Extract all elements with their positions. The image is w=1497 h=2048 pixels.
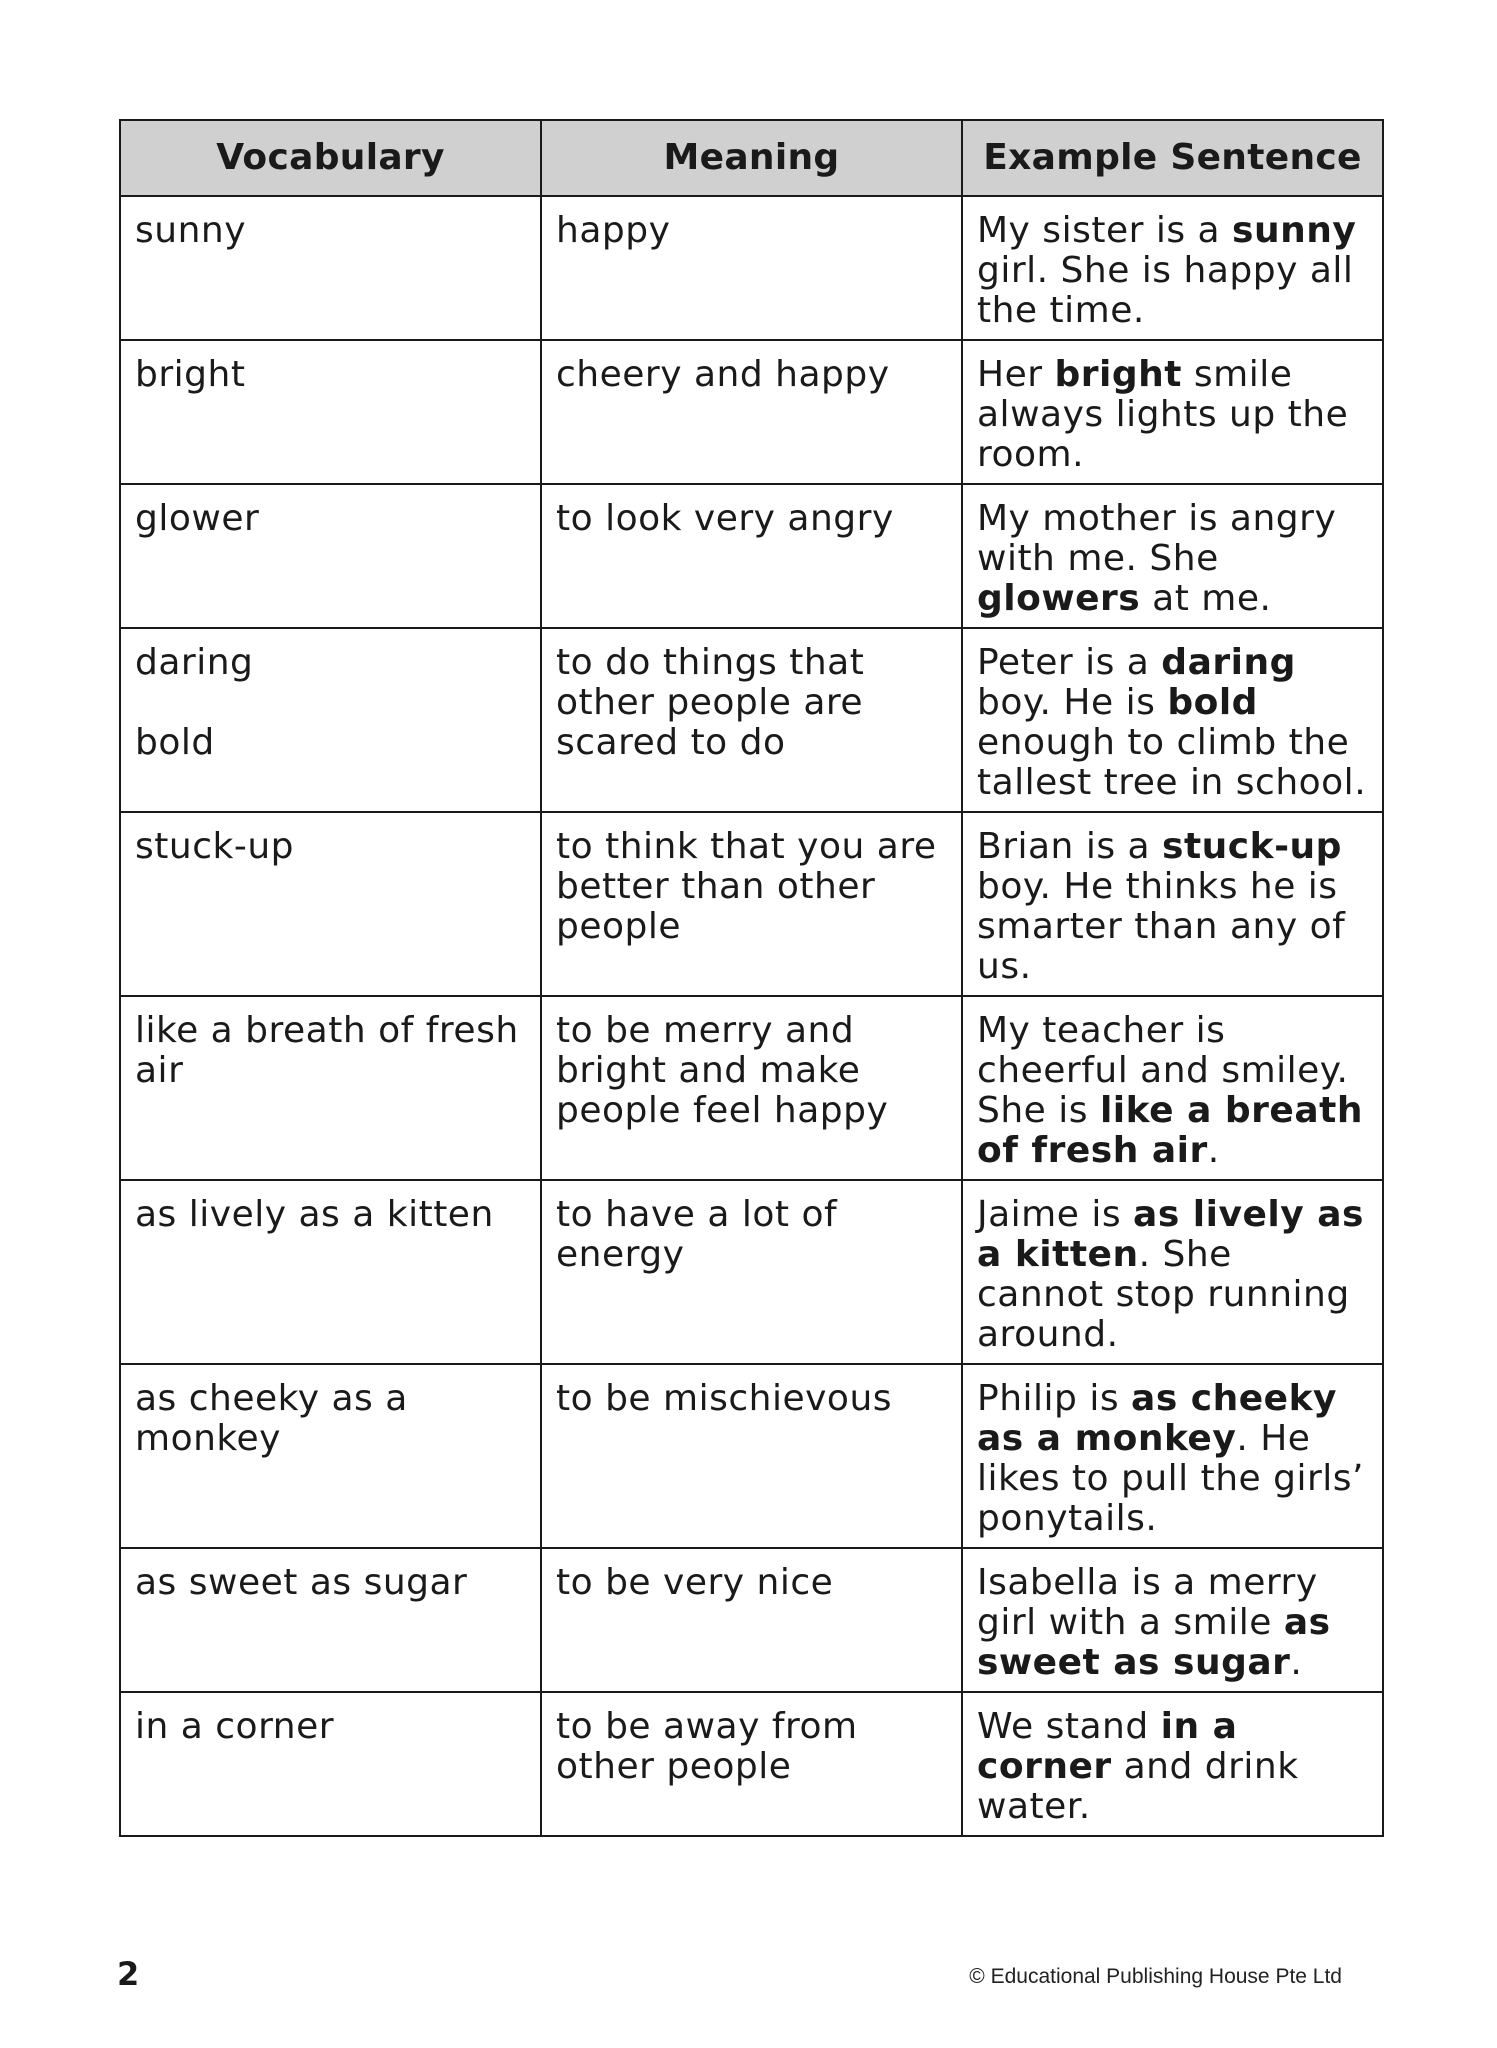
sentence-text: and drink water. (977, 1746, 1299, 1827)
example-sentence-cell (962, 1692, 1383, 1836)
sentence-text: Brian is a (977, 826, 1163, 867)
table-row (120, 1692, 1383, 1836)
highlighted-phrase: as lively as a kitten (977, 1194, 1364, 1275)
vocabulary-term: sunny (135, 210, 247, 251)
table-row (120, 1180, 1383, 1364)
meaning-cell: to be away from other people (541, 1692, 962, 1836)
highlighted-phrase: in a corner (977, 1706, 1238, 1787)
sentence-text: . He likes to pull the girls’ ponytails. (977, 1418, 1364, 1539)
meaning-cell: to look very angry (541, 484, 962, 628)
sentence-text: enough to climb the tallest tree in school. (977, 722, 1367, 803)
sentence-text: . (1290, 1642, 1303, 1683)
table-row (120, 340, 1383, 484)
sentence-text: My mother is angry with me. She (977, 498, 1337, 579)
vocabulary-cell (120, 340, 541, 484)
table-body (120, 196, 1383, 1836)
vocabulary-table (119, 119, 1384, 1837)
vocabulary-cell (120, 1692, 541, 1836)
example-sentence-cell (962, 996, 1383, 1180)
example-sentence-cell (962, 1548, 1383, 1692)
sentence-text: My sister is a (977, 210, 1233, 251)
vocabulary-cell (120, 1548, 541, 1692)
meaning-cell: to do things that other people are scared to do (541, 628, 962, 812)
sentence-text: Peter is a (977, 642, 1162, 683)
highlighted-phrase: sunny (1232, 210, 1357, 251)
vocabulary-term: as cheeky as a monkey (135, 1378, 408, 1459)
vocabulary-term: daring (135, 642, 254, 683)
header-vocabulary: Vocabulary (120, 120, 541, 196)
sentence-text: Her (977, 354, 1055, 395)
sentence-text: at me. (1140, 578, 1272, 619)
table-row (120, 1364, 1383, 1548)
vocabulary-term: like a breath of fresh air (135, 1010, 519, 1091)
highlighted-phrase: stuck-up (1162, 826, 1342, 867)
sentence-text: . She cannot stop running around. (977, 1234, 1350, 1355)
vocabulary-term: stuck-up (135, 826, 294, 867)
sentence-text: girl. She is happy all the time. (977, 250, 1354, 331)
sentence-text: Isabella is a merry girl with a smile (977, 1562, 1318, 1643)
sentence-text: boy. He is (977, 682, 1168, 723)
meaning-cell: to think that you are better than other people (541, 812, 962, 996)
sentence-text: My teacher is cheerful and smiley. She is (977, 1010, 1349, 1131)
table-row (120, 996, 1383, 1180)
example-sentence-cell (962, 340, 1383, 484)
highlighted-phrase: like a breath of fresh air (977, 1090, 1363, 1171)
sentence-text: . (1207, 1130, 1220, 1171)
meaning-cell: to be mischievous (541, 1364, 962, 1548)
example-sentence-cell (962, 1364, 1383, 1548)
meaning-cell: happy (541, 196, 962, 340)
vocabulary-term: bold (135, 722, 215, 763)
header-example-sentence: Example Sentence (962, 120, 1383, 196)
example-sentence-cell (962, 812, 1383, 996)
highlighted-phrase: bold (1167, 682, 1258, 723)
vocabulary-cell (120, 1180, 541, 1364)
vocabulary-term: in a corner (135, 1706, 335, 1747)
meaning-cell: to be merry and bright and make people feel happy (541, 996, 962, 1180)
vocabulary-cell (120, 1364, 541, 1548)
example-sentence-cell (962, 628, 1383, 812)
highlighted-phrase: glowers (977, 578, 1141, 619)
table-row (120, 196, 1383, 340)
table-row (120, 628, 1383, 812)
highlighted-phrase: as sweet as sugar (977, 1602, 1331, 1683)
meaning-cell: to be very nice (541, 1548, 962, 1692)
example-sentence-cell (962, 484, 1383, 628)
vocabulary-term: as lively as a kitten (135, 1194, 494, 1235)
vocabulary-cell (120, 812, 541, 996)
highlighted-phrase: bright (1054, 354, 1182, 395)
table-row (120, 484, 1383, 628)
meaning-cell: cheery and happy (541, 340, 962, 484)
highlighted-phrase: daring (1161, 642, 1296, 683)
vocabulary-cell (120, 484, 541, 628)
sentence-text: boy. He thinks he is smarter than any of us. (977, 866, 1346, 987)
example-sentence-cell (962, 1180, 1383, 1364)
table-row (120, 812, 1383, 996)
sentence-text: We stand (977, 1706, 1161, 1747)
vocabulary-term: bright (135, 354, 246, 395)
vocabulary-cell (120, 196, 541, 340)
vocabulary-cell (120, 996, 541, 1180)
table-row (120, 1548, 1383, 1692)
vocabulary-term: glower (135, 498, 260, 539)
vocabulary-cell (120, 628, 541, 812)
header-meaning: Meaning (541, 120, 962, 196)
sentence-text: Jaime is (977, 1194, 1134, 1235)
sentence-text: Philip is (977, 1378, 1132, 1419)
example-sentence-cell (962, 196, 1383, 340)
page-number: 2 (117, 1955, 140, 1993)
header-row (120, 120, 1383, 196)
sentence-text: smile always lights up the room. (977, 354, 1349, 475)
meaning-cell: to have a lot of energy (541, 1180, 962, 1364)
vocabulary-term: as sweet as sugar (135, 1562, 468, 1603)
copyright-notice: © Educational Publishing House Pte Ltd (969, 1965, 1342, 1988)
highlighted-phrase: as cheeky as a monkey (977, 1378, 1337, 1459)
